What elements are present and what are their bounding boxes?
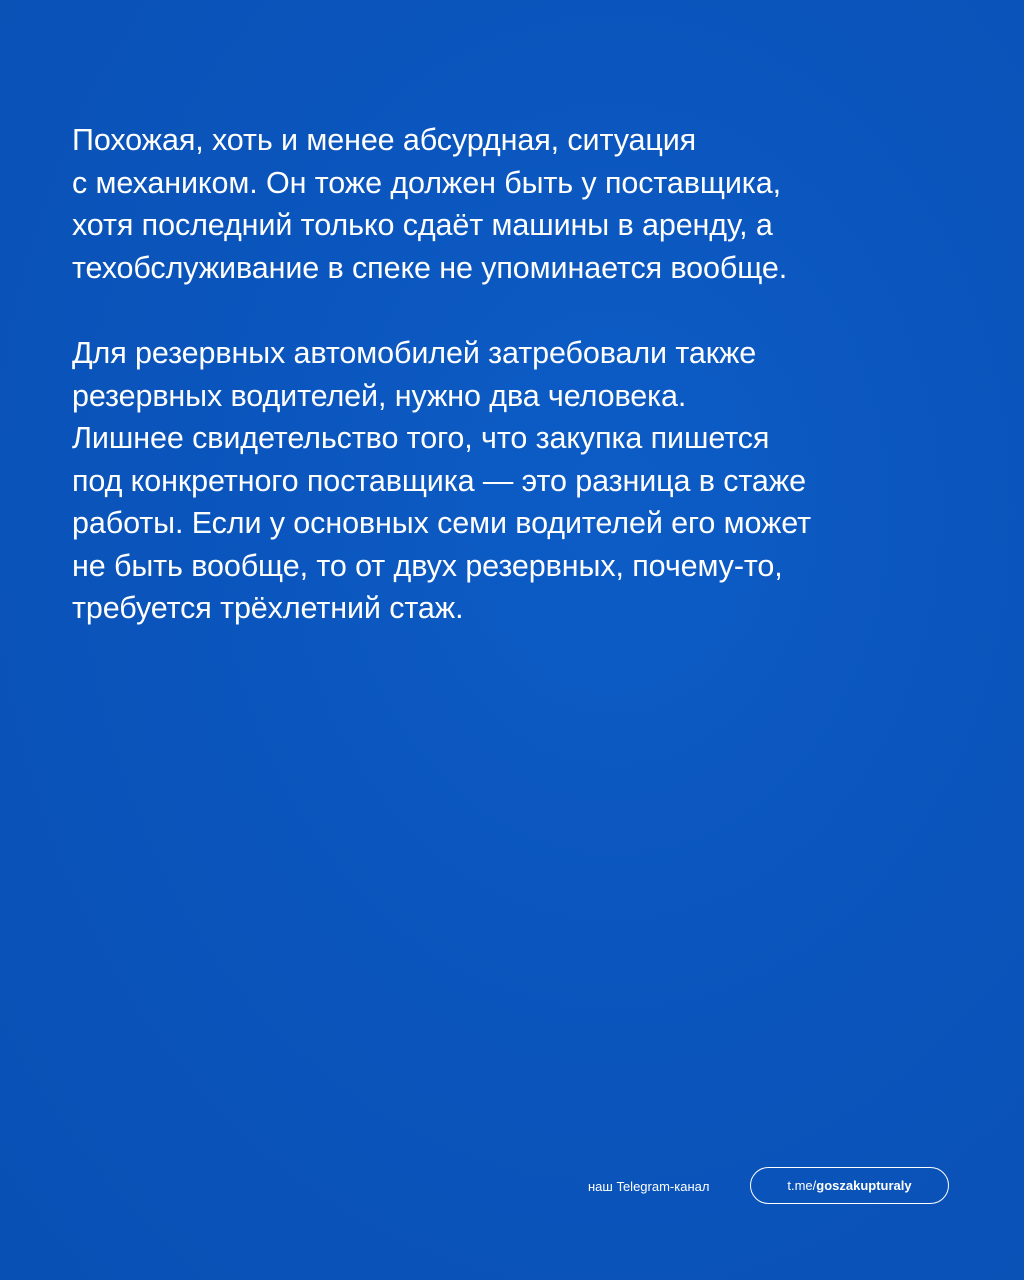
- paragraph-line: Для резервных автомобилей затребовали также: [72, 336, 757, 370]
- paragraph-line: техобслуживание в спеке не упоминается вообще.: [72, 250, 788, 285]
- paragraph-line: Похожая, хоть и менее абсурдная, ситуация: [72, 123, 697, 157]
- paragraph-line: Лишнее свидетельство того, что закупка пишется: [72, 421, 770, 455]
- body-paragraph-1: [72, 119, 787, 289]
- body-paragraph-2: [72, 332, 811, 630]
- telegram-channel-label: наш Telegram-канал: [588, 1179, 710, 1194]
- paragraph-line: под конкретного поставщика — это разница в стаже: [72, 463, 806, 498]
- paragraph-line: работы. Если у основных семи водителей его может: [72, 506, 812, 540]
- link-handle: goszakupturaly: [816, 1178, 912, 1193]
- paragraph-line: не быть вообще, то от двух резервных, почему-то,: [72, 548, 783, 583]
- telegram-channel-link[interactable]: [750, 1167, 949, 1204]
- link-prefix: t.me/: [787, 1178, 817, 1193]
- paragraph-line: с механиком. Он тоже должен быть у поставщика,: [72, 165, 781, 200]
- paragraph-line: хотя последний только сдаёт машины в аренду, а: [72, 208, 773, 242]
- paragraph-line: резервных водителей, нужно два человека.: [72, 378, 687, 413]
- paragraph-line: требуется трёхлетний стаж.: [72, 591, 464, 625]
